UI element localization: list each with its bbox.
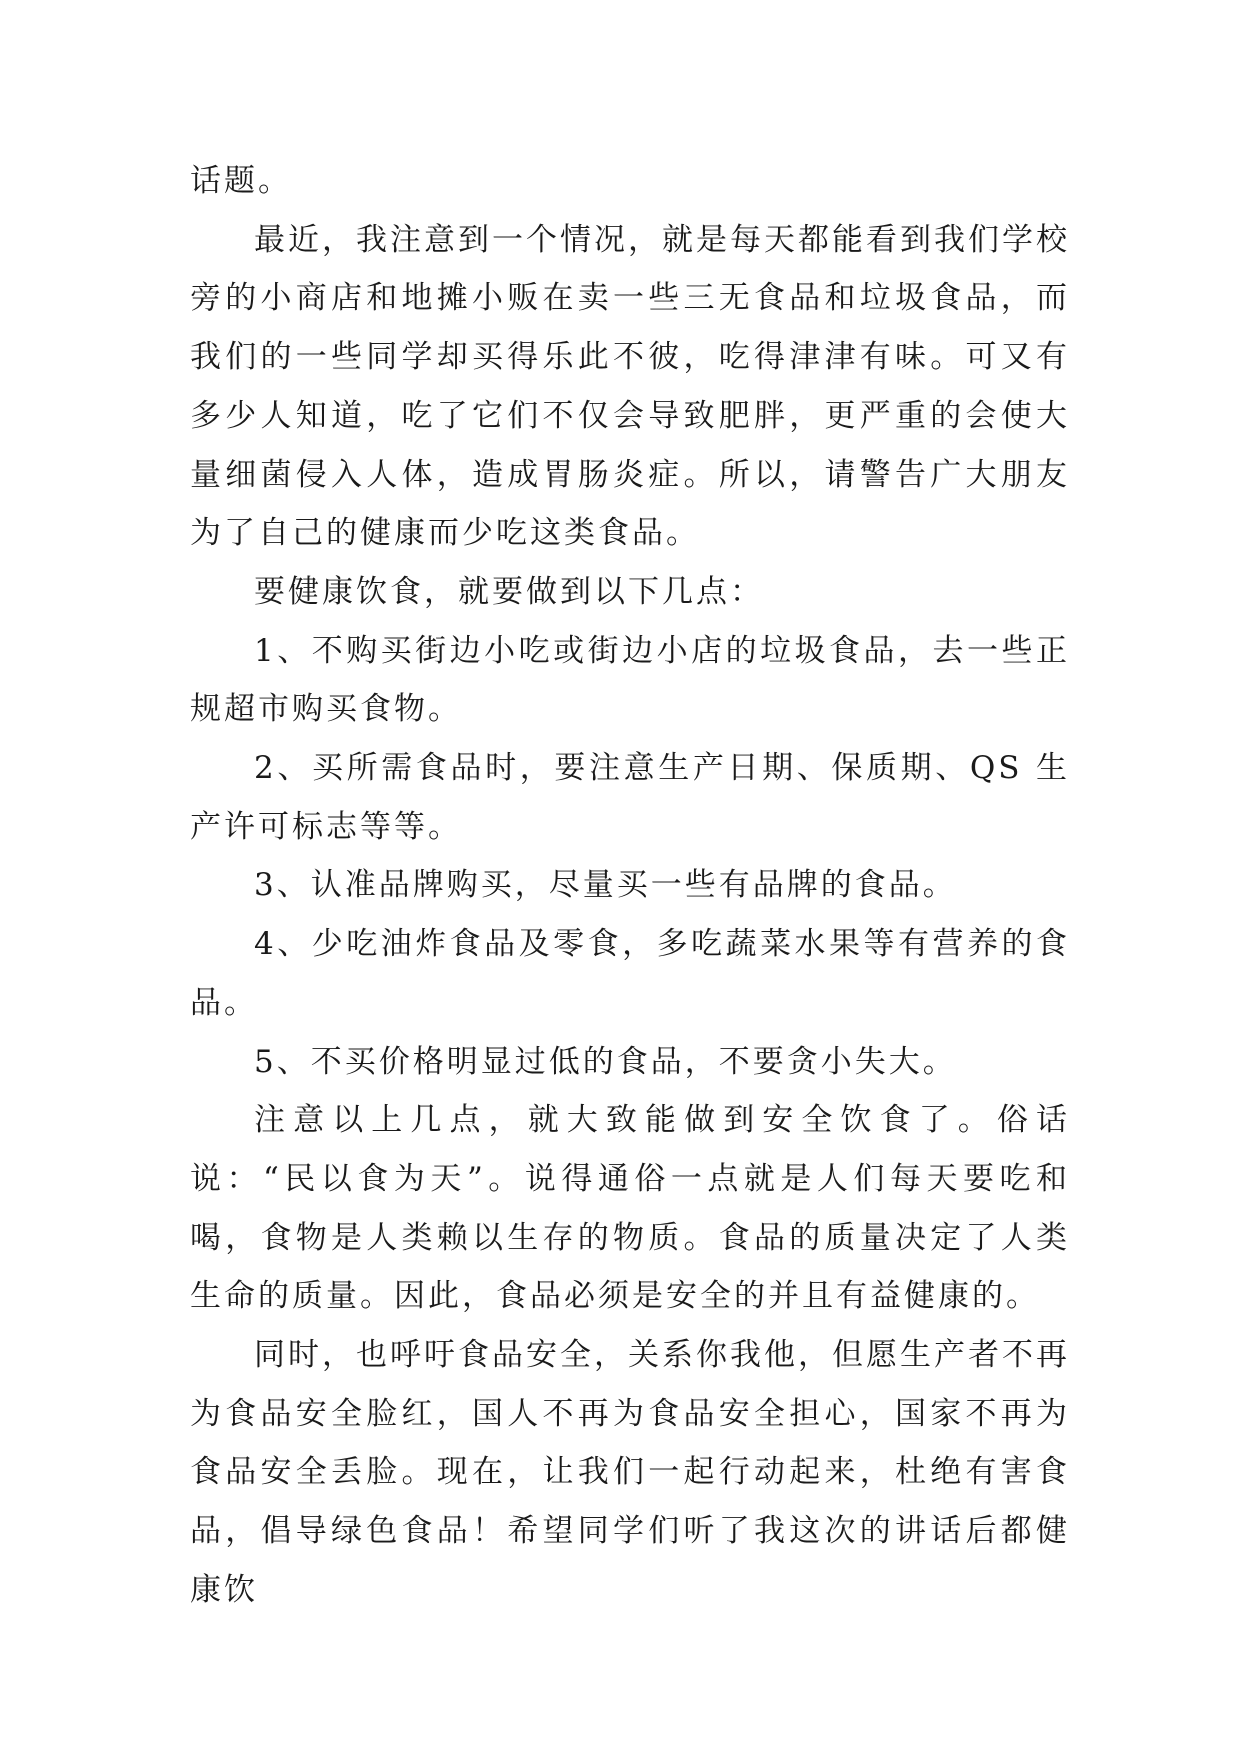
list-item-1: 1、不购买街边小吃或街边小店的垃圾食品，去一些正规超市购买食物。 [190, 632, 1070, 728]
paragraph-1: 话题。 [190, 163, 292, 199]
document-body [190, 152, 1070, 1620]
paragraph-3: 要健康饮食，就要做到以下几点： [254, 573, 764, 610]
list-item-4: 4、少吃油炸食品及零食，多吃蔬菜水果等有营养的食品。 [190, 926, 1070, 1021]
paragraph-5: 同时，也呼吁食品安全，关系你我他，但愿生产者不再为食品安全脸红，国人不再为食品安全担心，国家不再为食品安全丢脸。现在，让我们一起行动起来，杜绝有害食品，倡导绿色食品！希望同学们听了我这次的讲话后都健康饮 [190, 1337, 1070, 1608]
list-item-2: 2、买所需食品时，要注意生产日期、保质期、QS 生产许可标志等等。 [190, 750, 1070, 845]
list-item-5: 5、不买价格明显过低的食品，不要贪小失大。 [254, 1043, 957, 1080]
list-item-3: 3、认准品牌购买，尽量买一些有品牌的食品。 [254, 867, 957, 904]
paragraph-4: 注意以上几点，就大致能做到安全饮食了。俗话说：“民以食为天”。说得通俗一点就是人们每天要吃和喝，食物是人类赖以生存的物质。食品的质量决定了人类生命的质量。因此，食品必须是安全的并且有益健康的。 [190, 1102, 1070, 1315]
paragraph-2: 最近，我注意到一个情况，就是每天都能看到我们学校旁的小商店和地摊小贩在卖一些三无食品和垃圾食品，而我们的一些同学却买得乐此不彼，吃得津津有味。可又有多少人知道，吃了它们不仅会导致肥胖，更严重的会使大量细菌侵入人体，造成胃肠炎症。所以，请警告广大朋友为了自己的健康而少吃这类食品。 [190, 221, 1070, 552]
